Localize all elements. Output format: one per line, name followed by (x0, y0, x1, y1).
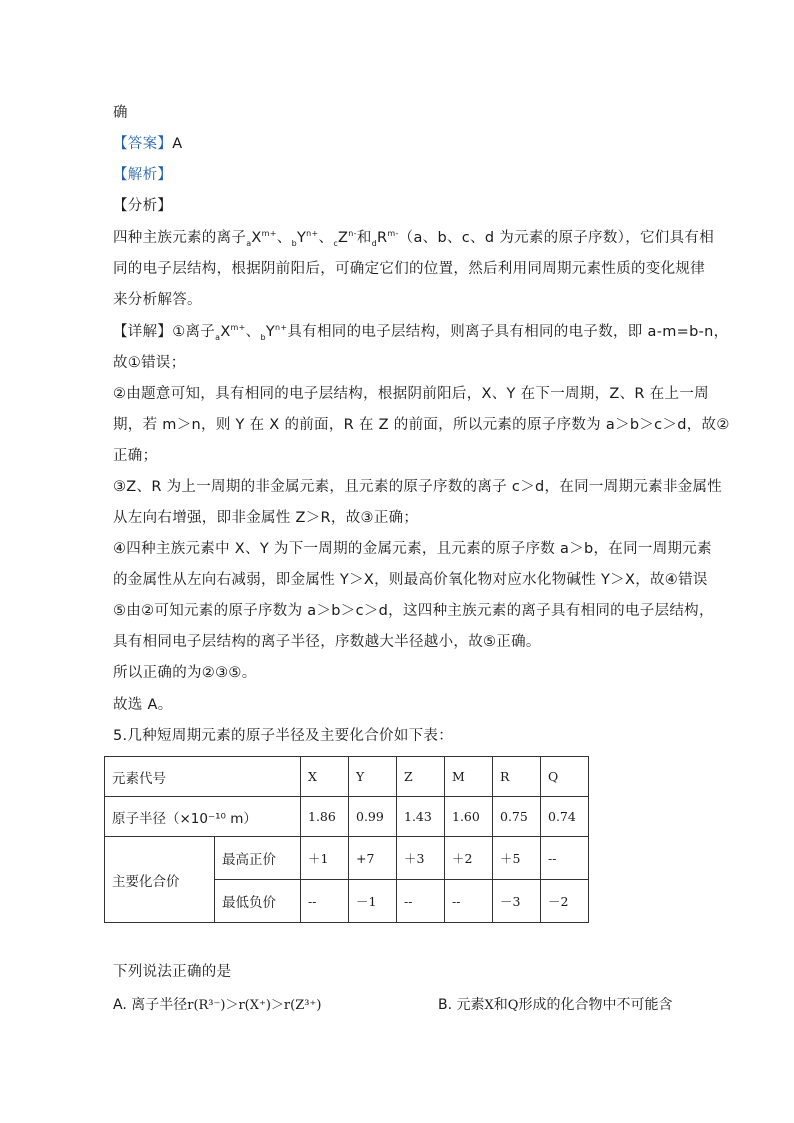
separator: 、 (276, 230, 292, 246)
ion-y-prefix: b (260, 332, 266, 342)
option-b-text: 形成的化合物中不可能含 (518, 997, 673, 1013)
table-cell-element: Z (397, 757, 445, 797)
table-cell-min: －1 (349, 880, 397, 923)
option-b-label: B. (438, 997, 453, 1013)
ion-z-symbol: Z (338, 230, 349, 246)
table-cell-radius: 0.99 (349, 797, 397, 837)
table-cell-max: +7 (349, 837, 397, 880)
ion-x-symbol: X (251, 230, 262, 246)
detail-point3-line2: 从左向右增强，即非金属性 Z＞R，故③正确； (113, 510, 419, 526)
conclusion-line: 所以正确的为②③⑤。 (113, 665, 257, 681)
ion-y-symbol: Y (296, 230, 307, 246)
table-cell-element: M (445, 757, 493, 797)
option-b-formula: X (484, 998, 494, 1013)
detail-point5-line2: 具有相同电子层结构的离子半径，序数越大半径越小，故⑤正确。 (113, 634, 541, 650)
table-cell-min: －2 (541, 880, 589, 923)
table-cell-max: ＋5 (493, 837, 541, 880)
ion-r-symbol: R (377, 230, 388, 246)
ion-r-charge: m- (387, 229, 399, 239)
answer-line (113, 134, 693, 154)
ion-x-charge: m+ (230, 323, 246, 333)
ion-y-symbol: Y (265, 324, 276, 340)
table-cell-valence-label: 主要化合价 (105, 837, 215, 923)
table-cell-max-label: 最高正价 (215, 837, 301, 880)
table-cell-radius: 1.86 (301, 797, 349, 837)
table-cell-max: -- (541, 837, 589, 880)
detail-point5-line1: ⑤由②可知元素的原子序数为 a＞b＞c＞d，这四种主族元素的离子具有相同的电子层结构， (113, 603, 714, 619)
analysis-paragraph-line2: 同的电子层结构，根据阴前阳后，可确定它们的位置，然后利用同周期元素性质的变化规律 (113, 261, 705, 277)
table-cell-element: Y (349, 757, 397, 797)
option-a (113, 994, 321, 1014)
detail-line2: 故①错误； (113, 355, 186, 371)
table-cell-min: -- (301, 880, 349, 923)
detail-tag: 【详解】 (113, 324, 173, 340)
table-cell-radius-label: 原子半径（×10⁻¹⁰ m） (105, 797, 301, 837)
table-cell-max: ＋1 (301, 837, 349, 880)
table-cell-min: -- (445, 880, 493, 923)
ion-y-charge: n+ (306, 229, 319, 239)
table-cell-radius: 1.60 (445, 797, 493, 837)
ion-x-prefix: a (246, 238, 252, 248)
table-cell-max: ＋3 (397, 837, 445, 880)
table-cell-element: Q (541, 757, 589, 797)
continuation-text: 确 (113, 105, 128, 121)
table-cell-element: X (301, 757, 349, 797)
detail-point4-line1: ④四种主族元素中 X、Y 为下一周期的金属元素，且元素的原子序数 a＞b，在同一周期元素 (113, 541, 712, 557)
table-cell-min: －3 (493, 880, 541, 923)
detail-point2-line2: 期，若 m＞n，则 Y 在 X 的前面，R 在 Z 的前面，所以元素的原子序数为 a＞b＞c＞d，故② (113, 417, 730, 433)
ion-x-charge: m+ (261, 229, 277, 239)
analysis-paragraph-line1 (113, 228, 714, 248)
table-cell-radius: 0.74 (541, 797, 589, 837)
table-cell-header-label: 元素代号 (105, 757, 301, 797)
option-a-formula: r(R³⁻)＞r(X⁺)＞r(Z³⁺) (187, 998, 322, 1013)
element-table (104, 756, 589, 923)
table-cell-radius: 1.43 (397, 797, 445, 837)
table-row (105, 837, 589, 880)
answer-tag: 【答案】 (113, 136, 173, 152)
table-cell-radius: 0.75 (493, 797, 541, 837)
ion-x-symbol: X (220, 324, 231, 340)
table-row (105, 757, 589, 797)
text-span: 四种主族元素的离子 (113, 230, 247, 246)
separator: 、 (318, 230, 334, 246)
detail-point4-line2: 的金属性从左向右减弱，即金属性 Y＞X，则最高价氧化物对应水化物碱性 Y＞X，故④错误 (113, 572, 708, 588)
analysis-paragraph-line3: 来分析解答。 (113, 292, 202, 308)
detail-line1 (113, 322, 729, 342)
ion-y-prefix: b (291, 238, 297, 248)
detail-point2-line3: 正确； (113, 448, 158, 464)
detail-point3-line1: ③Z、R 为上一周期的非金属元素，且元素的原子序数的离子 c＞d，在同一周期元素非金属性 (113, 479, 723, 495)
option-b-text: 元素 (456, 997, 485, 1013)
table-cell-element: R (493, 757, 541, 797)
option-b-text: 和 (493, 997, 508, 1013)
ion-z-charge: n- (348, 229, 357, 239)
table-cell-min-label: 最低负价 (215, 880, 301, 923)
table-cell-min: -- (397, 880, 445, 923)
option-a-text: 离子半径 (131, 997, 188, 1013)
ion-z-prefix: c (333, 238, 339, 248)
question-stem: 下列说法正确的是 (113, 964, 232, 980)
and-word: 和 (356, 230, 372, 246)
option-b (438, 994, 672, 1014)
choose-line: 故选 A。 (113, 697, 173, 713)
option-b-formula: Q (507, 998, 519, 1013)
separator: 、 (245, 324, 261, 340)
table-cell-max: ＋2 (445, 837, 493, 880)
analysis-tag: 【解析】 (113, 167, 173, 183)
ion-y-charge: n+ (275, 323, 288, 333)
ion-x-prefix: a (215, 332, 221, 342)
question5-title: 5.几种短周期元素的原子半径及主要化合价如下表： (113, 728, 454, 744)
table-row (105, 797, 589, 837)
option-a-label: A. (113, 997, 127, 1013)
detail-point2-line1: ②由题意可知，具有相同的电子层结构，根据阴前阳后，X、Y 在下一周期，Z、R 在上一周 (113, 386, 709, 402)
ion-r-prefix: d (371, 238, 378, 248)
answer-value: A (172, 136, 183, 152)
text-span: ①离子 (172, 324, 216, 340)
text-span: 具有相同的电子层结构，则离子具有相同的电子数，即 a-m=b-n， (287, 324, 729, 340)
text-span: （a、b、c、d 为元素的原子序数），它们具有相 (398, 230, 714, 246)
fenxi-tag: 【分析】 (113, 198, 173, 214)
